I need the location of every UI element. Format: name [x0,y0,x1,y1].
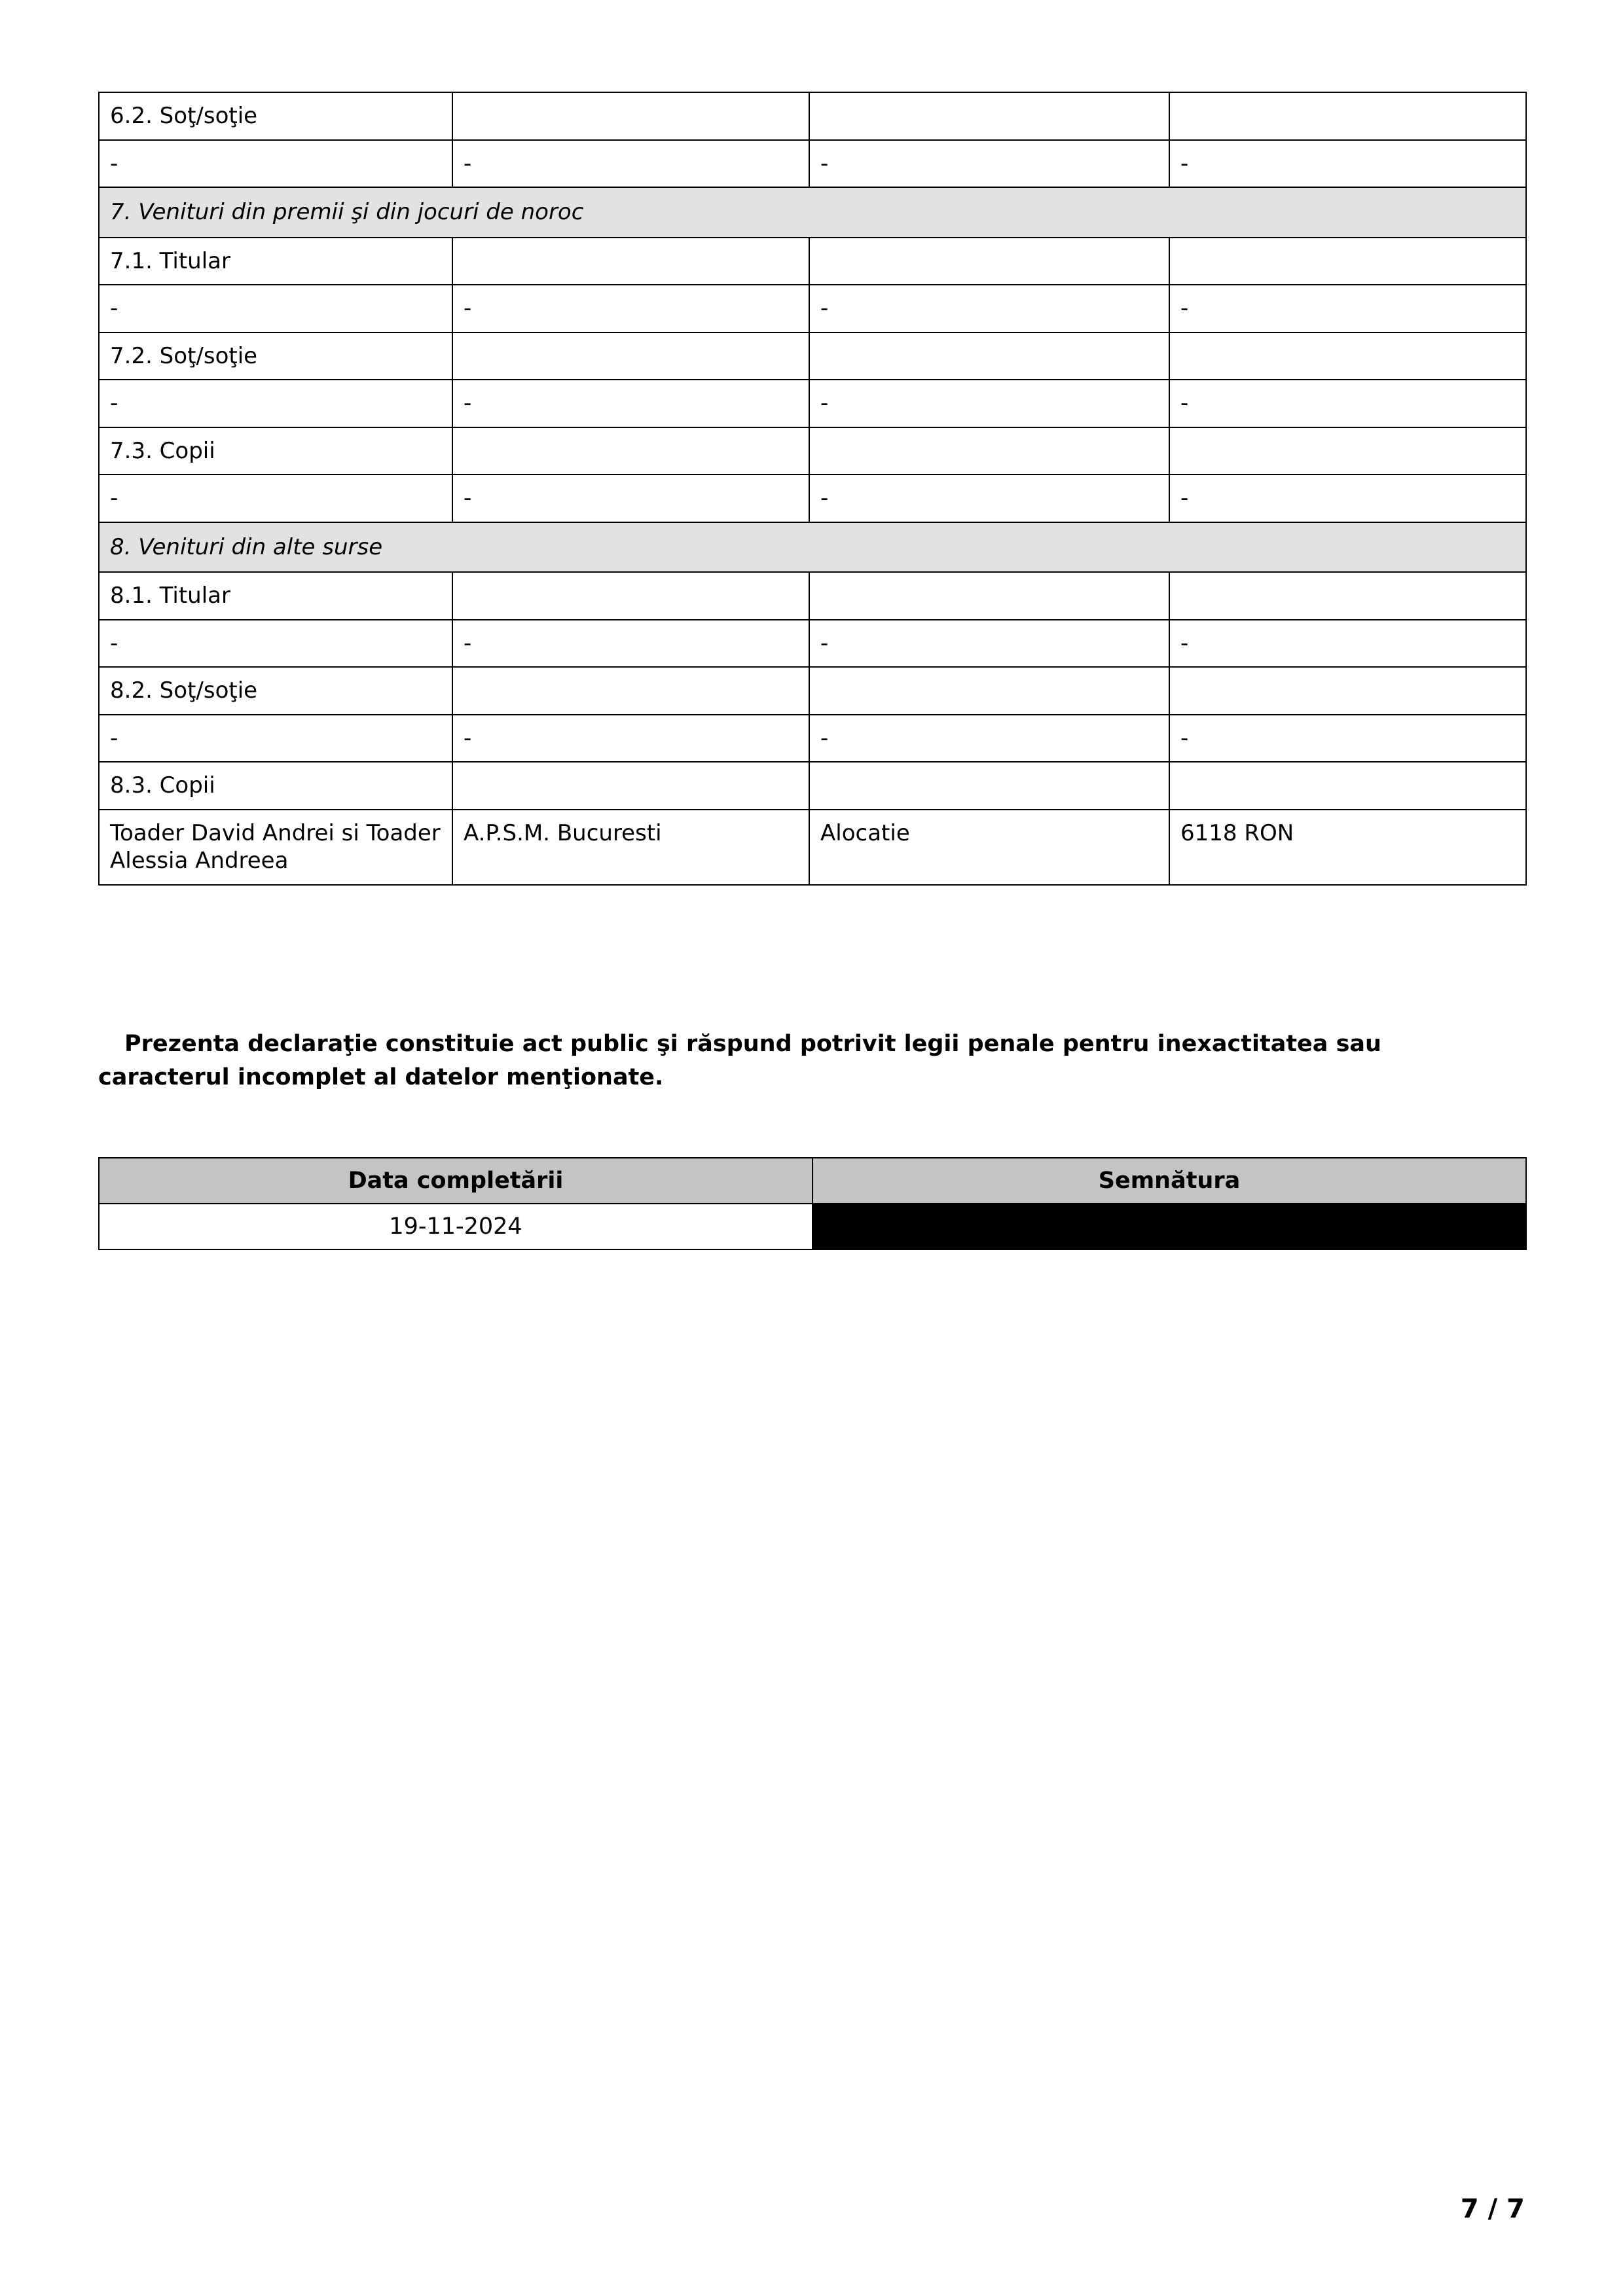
income-source: A.P.S.M. Bucuresti [452,810,809,885]
row-cell-2 [452,332,809,380]
row-cell-1: - [99,380,452,427]
signature-table-header-row [99,1158,1526,1204]
row-cell-4: - [1169,380,1526,427]
declaration-paragraph: Prezenta declaraţie constituie act public şi răspund potrivit legii penale pentru inexactitatea sau caracterul incomplet al datelor menţionate. [98,1031,1381,1090]
row-cell-3 [809,572,1169,620]
row-cell-3 [809,92,1169,140]
row-cell-4: - [1169,715,1526,762]
row-cell-3 [809,427,1169,475]
section-header-row [99,187,1526,238]
signature-column-header: Semnătura [812,1158,1526,1204]
table-row [99,667,1526,715]
signature-redacted-box [812,1204,1526,1249]
table-row [99,810,1526,885]
row-cell-3: - [809,380,1169,427]
row-cell-4: - [1169,475,1526,522]
row-cell-2 [452,92,809,140]
row-cell-1: - [99,475,452,522]
section-title: 8. Venituri din alte surse [99,522,1526,573]
row-cell-2: - [452,620,809,668]
row-cell-1: - [99,285,452,332]
row-cell-4 [1169,238,1526,285]
date-value: 19-11-2024 [99,1204,812,1249]
row-cell-4: - [1169,285,1526,332]
signature-table [98,1157,1527,1250]
row-cell-2 [452,238,809,285]
row-cell-1: - [99,715,452,762]
beneficiary-names: Toader David Andrei si Toader Alessia Andreea [99,810,452,885]
date-column-header: Data completării [99,1158,812,1204]
table-row [99,762,1526,810]
row-cell-2 [452,667,809,715]
row-cell-1: - [99,140,452,188]
income-table [98,92,1527,886]
row-cell-2: - [452,475,809,522]
row-cell-4: - [1169,140,1526,188]
table-row [99,380,1526,427]
table-row [99,475,1526,522]
row-cell-4 [1169,667,1526,715]
row-cell-3 [809,332,1169,380]
section-header-row [99,522,1526,573]
section-title: 7. Venituri din premii şi din jocuri de noroc [99,187,1526,238]
row-cell-1: - [99,620,452,668]
row-cell-2 [452,762,809,810]
row-label: 6.2. Soţ/soţie [99,92,452,140]
row-cell-2 [452,427,809,475]
row-cell-4 [1169,92,1526,140]
row-label: 7.3. Copii [99,427,452,475]
row-cell-2: - [452,140,809,188]
row-cell-4 [1169,427,1526,475]
table-row [99,715,1526,762]
row-cell-4 [1169,332,1526,380]
row-cell-3: - [809,715,1169,762]
table-row [99,427,1526,475]
table-row [99,620,1526,668]
row-label: 7.2. Soţ/soţie [99,332,452,380]
row-cell-3 [809,762,1169,810]
row-cell-3: - [809,620,1169,668]
table-row [99,140,1526,188]
row-cell-3 [809,238,1169,285]
table-row [99,572,1526,620]
income-table-body [99,92,1526,885]
signature-table-value-row [99,1204,1526,1249]
income-type: Alocatie [809,810,1169,885]
row-cell-4 [1169,762,1526,810]
table-row [99,92,1526,140]
row-label: 8.1. Titular [99,572,452,620]
row-cell-3 [809,667,1169,715]
table-row [99,332,1526,380]
row-cell-4: - [1169,620,1526,668]
row-cell-2: - [452,285,809,332]
table-row [99,238,1526,285]
row-cell-3: - [809,140,1169,188]
page-number: 7 / 7 [1460,2194,1525,2224]
row-label: 8.3. Copii [99,762,452,810]
row-label: 8.2. Soţ/soţie [99,667,452,715]
row-label: 7.1. Titular [99,238,452,285]
row-cell-4 [1169,572,1526,620]
row-cell-2 [452,572,809,620]
row-cell-2: - [452,380,809,427]
row-cell-2: - [452,715,809,762]
table-row [99,285,1526,332]
row-cell-3: - [809,285,1169,332]
row-cell-3: - [809,475,1169,522]
income-amount: 6118 RON [1169,810,1526,885]
